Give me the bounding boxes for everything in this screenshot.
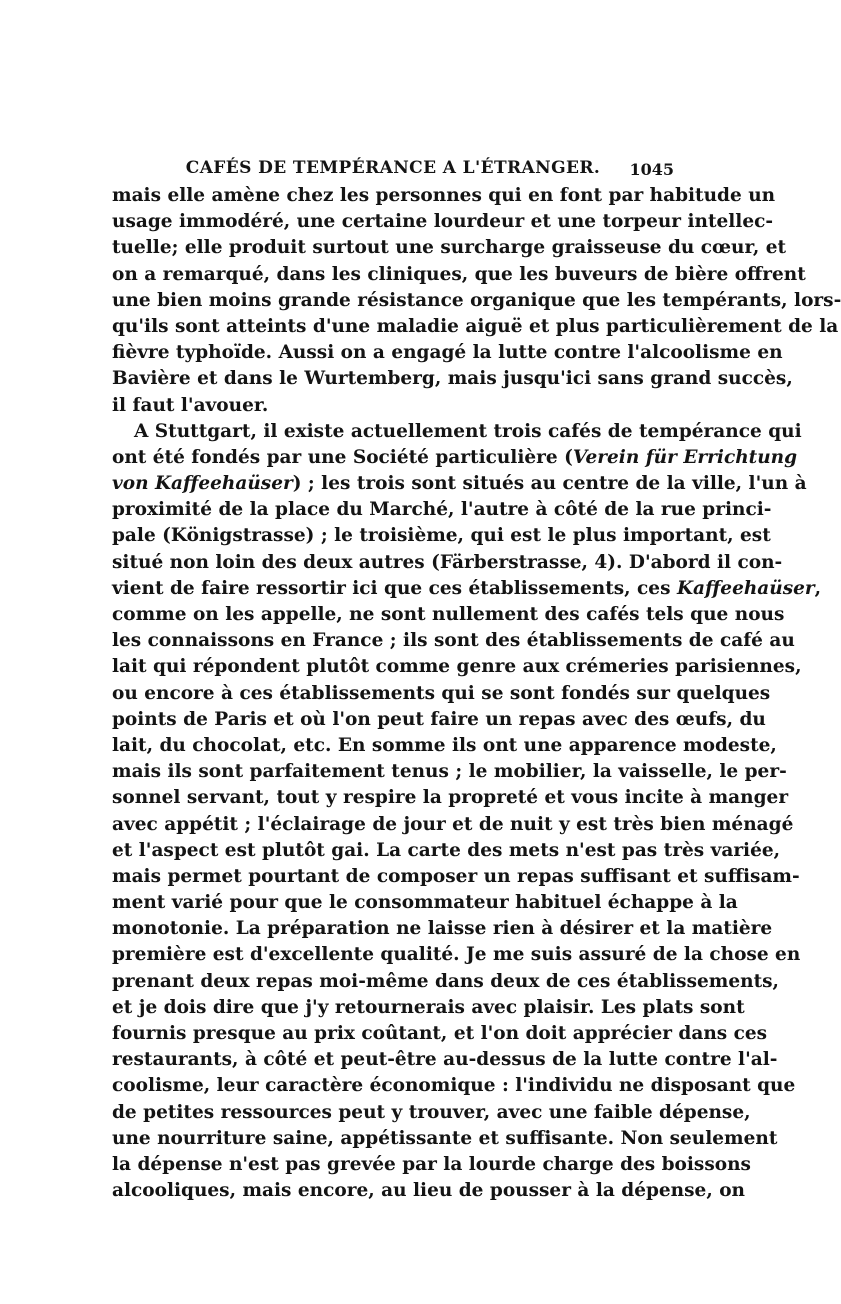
text-run: et je dois dire que j'y retournerais avec plaisir. Les plats sont bbox=[112, 996, 745, 1018]
text-run: mais elle amène chez les personnes qui en font par habitude un bbox=[112, 185, 776, 206]
text-run: ont été fondés par une Société particulière ( bbox=[112, 446, 573, 468]
italic-text: von Kaffeehaüser bbox=[112, 473, 293, 495]
text-line bbox=[112, 1126, 778, 1152]
text-run: mais permet pourtant de composer un repas suffisant et suffisam- bbox=[112, 865, 800, 887]
text-run: mais ils sont parfaitement tenus ; le mobilier, la vaisselle, le per- bbox=[112, 761, 787, 783]
text-line bbox=[112, 890, 738, 916]
text-line bbox=[112, 288, 841, 314]
text-line bbox=[112, 812, 794, 838]
text-run: ment varié pour que le consommateur habituel échappe à la bbox=[112, 892, 738, 914]
text-line bbox=[112, 1100, 751, 1126]
text-run: tuelle; elle produit surtout une surcharge graisseuse du cœur, et bbox=[112, 237, 787, 259]
running-title: CAFÉS DE TEMPÉRANCE A L'ÉTRANGER. bbox=[185, 158, 601, 178]
text-run: comme on les appelle, ne sont nullement des cafés tels que nous bbox=[112, 604, 785, 625]
text-run: une nourriture saine, appétissante et suffisante. Non seulement bbox=[112, 1127, 778, 1149]
text-run: la dépense n'est pas grevée par la lourde charge des boissons bbox=[112, 1153, 751, 1175]
text-line bbox=[112, 262, 806, 288]
page-number: 1045 bbox=[629, 160, 674, 179]
text-run: restaurants, à côté et peut-être au-dessus de la lutte contre l'al- bbox=[112, 1049, 778, 1071]
text-line bbox=[112, 969, 779, 995]
text-line bbox=[112, 785, 789, 811]
text-line bbox=[112, 340, 783, 366]
text-line bbox=[112, 366, 793, 392]
text-line bbox=[112, 1152, 751, 1178]
text-line bbox=[112, 602, 785, 628]
text-run: avec appétit ; l'éclairage de jour et de nuit y est très bien ménagé bbox=[112, 813, 794, 835]
text-run: prenant deux repas moi-même dans deux de ces établissements, bbox=[112, 970, 779, 992]
text-line bbox=[112, 393, 674, 419]
text-line bbox=[112, 1178, 745, 1204]
text-line bbox=[112, 942, 801, 968]
text-line bbox=[112, 314, 839, 340]
text-run: de petites ressources peut y trouver, avec une faible dépense, bbox=[112, 1101, 751, 1123]
text-run: ou encore à ces établissements qui se sont fondés sur quelques bbox=[112, 682, 771, 704]
text-run: lait qui répondent plutôt comme genre aux crémeries parisiennes, bbox=[112, 656, 802, 678]
text-line bbox=[112, 864, 800, 890]
text-run: coolisme, leur caractère économique : l'individu ne disposant que bbox=[112, 1075, 796, 1097]
text-line bbox=[112, 733, 777, 759]
text-run: proximité de la place du Marché, l'autre à côté de la rue princi- bbox=[112, 499, 772, 521]
text-line bbox=[112, 550, 783, 576]
text-run: alcooliques, mais encore, au lieu de pousser à la dépense, on bbox=[112, 1180, 745, 1202]
text-line bbox=[112, 235, 787, 261]
text-run: fièvre typhoïde. Aussi on a engagé la lutte contre l'alcoolisme en bbox=[112, 342, 783, 364]
text-line bbox=[112, 838, 781, 864]
text-line bbox=[112, 419, 802, 445]
text-run: vient de faire ressortir ici que ces établissements, ces bbox=[112, 577, 677, 599]
text-run: ) ; les trois sont situés au centre de la ville, l'un à bbox=[292, 473, 807, 495]
text-line bbox=[112, 497, 772, 523]
body-text bbox=[112, 183, 841, 1204]
text-line bbox=[112, 183, 776, 209]
text-run: et l'aspect est plutôt gai. La carte des mets n'est pas très variée, bbox=[112, 839, 781, 861]
text-run: usage immodéré, une certaine lourdeur et une torpeur intellec- bbox=[112, 211, 774, 233]
text-line bbox=[112, 759, 787, 785]
text-line bbox=[112, 523, 771, 549]
text-run: Bavière et dans le Wurtemberg, mais jusqu'ici sans grand succès, bbox=[112, 368, 793, 390]
italic-text: Verein für Errichtung bbox=[572, 446, 798, 468]
text-line bbox=[112, 707, 766, 733]
running-header bbox=[112, 156, 674, 186]
text-line bbox=[112, 1021, 768, 1047]
text-run: points de Paris et où l'on peut faire un repas avec des œufs, du bbox=[112, 708, 766, 730]
text-run: première est d'excellente qualité. Je me suis assuré de la chose en bbox=[112, 944, 801, 966]
text-line bbox=[112, 576, 822, 602]
text-run: monotonie. La préparation ne laisse rien à désirer et la matière bbox=[112, 918, 773, 940]
italic-text: Kaffeehaüser bbox=[676, 577, 815, 599]
text-run: situé non loin des deux autres (Färberstrasse, 4). D'abord il con- bbox=[112, 551, 783, 573]
text-run: , bbox=[814, 577, 822, 599]
text-run: qu'ils sont atteints d'une maladie aiguë et plus particulièrement de la bbox=[112, 315, 839, 337]
text-line bbox=[112, 445, 798, 471]
text-line bbox=[112, 471, 807, 497]
text-run: sonnel servant, tout y respire la propreté et vous incite à manger bbox=[112, 787, 789, 809]
text-line bbox=[112, 1073, 796, 1099]
text-line bbox=[112, 209, 774, 235]
text-run: fournis presque au prix coûtant, et l'on doit apprécier dans ces bbox=[112, 1023, 768, 1044]
text-line bbox=[112, 1047, 778, 1073]
text-run: les connaissons en France ; ils sont des établissements de café au bbox=[112, 630, 795, 652]
text-line bbox=[112, 916, 773, 942]
text-run: on a remarqué, dans les cliniques, que les buveurs de bière offrent bbox=[112, 263, 806, 285]
text-run: lait, du chocolat, etc. En somme ils ont une apparence modeste, bbox=[112, 734, 777, 756]
text-line bbox=[112, 681, 771, 707]
text-run: A Stuttgart, il existe actuellement trois cafés de tempérance qui bbox=[134, 420, 802, 442]
text-line bbox=[112, 628, 795, 654]
text-run: il faut l'avouer. bbox=[112, 394, 269, 416]
text-run: pale (Königstrasse) ; le troisième, qui est le plus important, est bbox=[112, 525, 771, 547]
text-run: une bien moins grande résistance organique que les tempérants, lors- bbox=[112, 289, 841, 311]
text-line bbox=[112, 654, 802, 680]
text-line bbox=[112, 995, 745, 1021]
